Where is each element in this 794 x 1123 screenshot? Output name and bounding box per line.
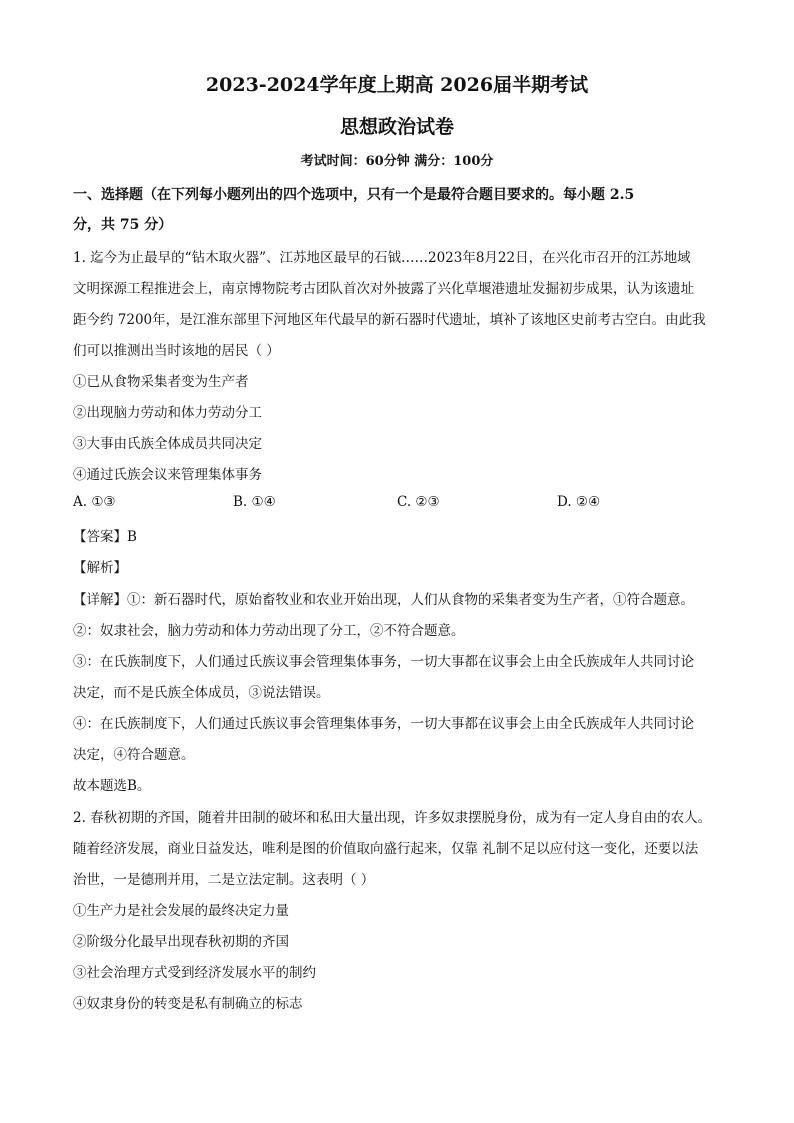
q1-item: ③大事由氏族全体成员共同决定 (73, 436, 262, 452)
q2-item: ①生产力是社会发展的最终决定力量 (73, 903, 289, 919)
section-heading: 一、选择题（在下列每小题列出的四个选项中，只有一个是最符合题目要求的。每小题 2.5 (73, 187, 635, 203)
q2-stem-line: 治世，一是德刑并用，二是立法定制。这表明（ ） (73, 872, 375, 888)
q1-detail-line: 故本题选B。 (73, 778, 151, 794)
q1-detail-line: ②：奴隶社会，脑力劳动和体力劳动出现了分工，②不符合题意。 (73, 623, 465, 639)
exam-info: 考试时间：60分钟 满分：100分 (300, 154, 494, 169)
section-heading-cont: 分，共 75 分） (73, 217, 173, 233)
q2-item: ④奴隶身份的转变是私有制确立的标志 (73, 996, 303, 1012)
q1-detail-line: ④：在氏族制度下，人们通过氏族议事会管理集体事务，一切大事都在议事会上由全氏族成年人共同讨论 (73, 716, 694, 732)
q1-analysis-label: 【解析】 (73, 560, 127, 576)
q2-stem-line: 2. 春秋初期的齐国，随着井田制的破坏和私田大量出现，许多奴隶摆脱身份，成为有一定人身自由的农人。 (73, 810, 712, 826)
exam-subject: 思想政治试卷 (339, 116, 454, 138)
q1-detail-line: 【详解】①：新石器时代，原始畜牧业和农业开始出现，人们从食物的采集者变为生产者，①符合题意。 (73, 592, 694, 608)
q1-option-d: D. ②④ (557, 494, 601, 510)
q1-item: ②出现脑力劳动和体力劳动分工 (73, 405, 262, 421)
q1-detail-line: 决定，而不是氏族全体成员，③说法错误。 (73, 685, 330, 701)
q1-stem-line: 1. 迄今为止最早的“钻木取火器”、江苏地区最早的石钺……2023年8月22日，在兴化市召开的江苏地域 (73, 250, 691, 266)
q2-item: ②阶级分化最早出现春秋初期的齐国 (73, 934, 289, 950)
q1-item: ④通过氏族会议来管理集体事务 (73, 467, 262, 483)
q1-answer: 【答案】B (73, 529, 137, 545)
exam-title: 2023-2024学年度上期高 2026届半期考试 (205, 74, 589, 96)
q1-option-a: A. ①③ (73, 494, 116, 510)
q1-stem-line: 们可以推测出当时该地的居民（ ） (73, 343, 280, 359)
q1-stem-line: 距今约 7200年，是江淮东部里下河地区年代最早的新石器时代遗址，填补了该地区史前考古空白。由此我 (73, 312, 706, 328)
q2-item: ③社会治理方式受到经济发展水平的制约 (73, 965, 316, 981)
q1-detail-line: ③：在氏族制度下，人们通过氏族议事会管理集体事务，一切大事都在议事会上由全氏族成年人共同讨论 (73, 654, 694, 670)
q2-stem-line: 随着经济发展，商业日益发达，唯利是图的价值取向盛行起来，仅靠 礼制不足以应付这一变化，还要以法 (73, 841, 699, 857)
q1-item: ①已从食物采集者变为生产者 (73, 374, 249, 390)
q1-stem-line: 文明探源工程推进会上，南京博物院考古团队首次对外披露了兴化草堰港遗址发掘初步成果，认为该遗址 (73, 281, 694, 297)
q1-option-b: B. ①④ (233, 494, 276, 510)
q1-detail-line: 决定，④符合题意。 (73, 747, 195, 763)
q1-option-c: C. ②③ (397, 494, 440, 510)
